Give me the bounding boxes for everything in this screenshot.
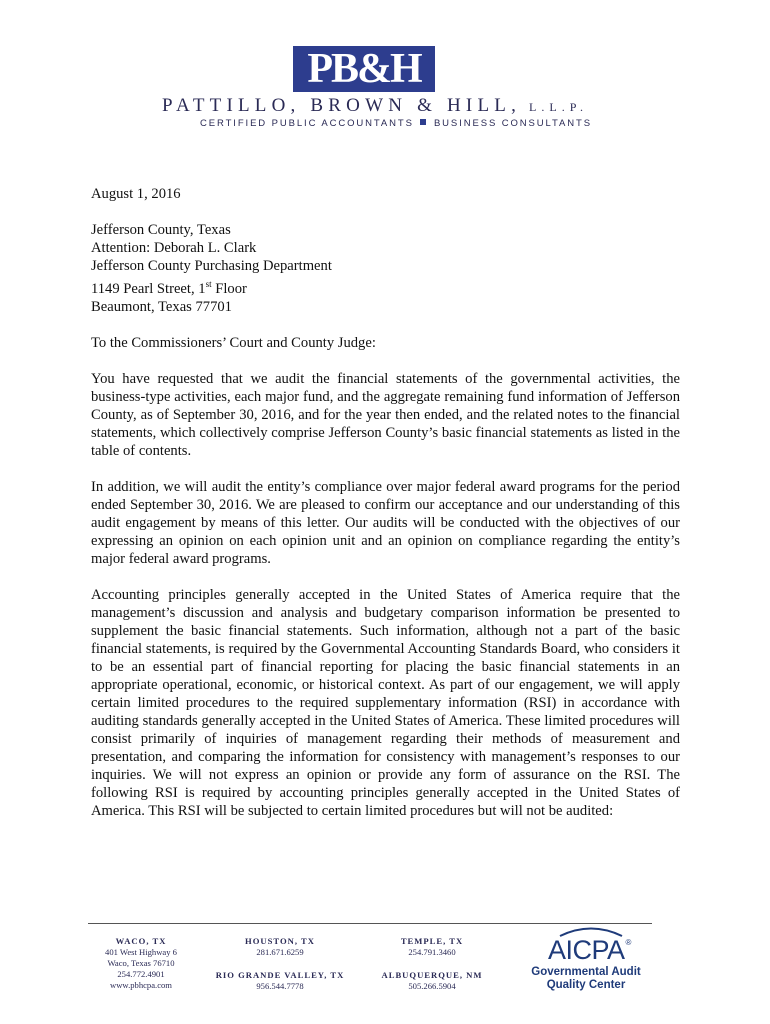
address-ordinal: st [205,279,212,289]
office-phone: 956.544.7778 [256,981,304,991]
paragraph: Accounting principles generally accepted in the United States of America require that the management’s discussion and analysis and budgetary comparison information be presented to supplement the basic financial statements. Such information, although not a part of the basic financial statements, is required by the Governmental Accounting Standards Board, who considers it to be an essential part of financial reporting for placing the basic financial statements in an appropriate operational, economic, or historical context. As part of our engagement, we will apply certain limited procedures to the required supplementary information (RSI) in accordance with auditing standards generally accepted in the United States of America. These limited procedures will consist primarily of inquiries of management regarding their methods of measurement and presentation, and comparing the information for consistency with management’s responses to our inquiries. We will not express an opinion or provide any form of assurance on the RSI. The following RSI is required by accounting principles generally accepted in the United States of America. This RSI will be subjected to certain limited procedures but will not be audited: [91,586,680,819]
address-line: Beaumont, Texas 77701 [91,298,232,315]
square-bullet-icon [420,119,426,125]
firm-name-text: PATTILLO, BROWN & HILL, [162,95,522,116]
paragraph: You have requested that we audit the financial statements of the governmental activities, the business-type activities, each major fund, and the aggregate remaining fund information of Jefferson County, as of September 30, 2016, and for the year then ended, and the related notes to the financial statements, which collectively comprise Jefferson County’s basic financial statements as listed in the table of contents. [91,370,680,459]
firm-tagline [200,118,592,129]
office-waco [71,936,211,991]
address-street: 1149 Pearl Street, 1 [91,280,206,297]
recipient-address [91,221,680,316]
office-albuquerque [362,970,502,992]
firm-name [162,95,622,117]
tagline-left: CERTIFIED PUBLIC ACCOUNTANTS [200,118,414,129]
office-houston [210,936,350,958]
office-temple [362,936,502,958]
office-phone: 254.772.4901 [117,969,165,979]
office-city: RIO GRANDE VALLEY, TX [215,970,345,980]
aicpa-logo: AICPA® [548,935,631,965]
firm-suffix: L.L.P. [529,100,589,114]
office-address: 401 West Highway 6 [105,947,177,957]
footer-divider [88,923,652,924]
office-address: Waco, Texas 76710 [107,958,175,968]
address-line: Jefferson County Purchasing Department [91,258,332,274]
tagline-right: BUSINESS CONSULTANTS [433,118,592,129]
gaqc-line: Governmental Audit [531,966,641,978]
address-line: Jefferson County, Texas [91,222,231,238]
salutation: To the Commissioners’ Court and County Judge: [91,334,376,351]
letter-date: August 1, 2016 [91,186,181,202]
office-city: ALBUQUERQUE, NM [381,970,483,980]
firm-logo-monogram: PB&H [293,46,435,92]
office-city: WACO, TX [115,936,167,946]
gaqc-line: Quality Center [546,979,626,991]
office-rio-grande-valley [210,970,350,992]
aicpa-logo-text: AICPA [548,935,625,965]
office-city: HOUSTON, TX [245,936,315,946]
firm-website-link[interactable]: www.pbhcpa.com [110,980,172,990]
aicpa-gaqc-label [526,966,646,992]
address-floor: Floor [211,280,247,297]
address-line [91,275,680,298]
paragraph: In addition, we will audit the entity’s compliance over major federal award programs for the period ended September 30, 2016. We are pleased to confirm our acceptance and our understanding of this audit engagement by means of this letter. Our audits will be conducted with the objectives of our expressing an opinion on each opinion unit and an opinion on compliance regarding the entity’s major federal award programs. [91,478,680,567]
office-phone: 281.671.6259 [256,947,304,957]
office-phone: 254.791.3460 [408,947,456,957]
office-phone: 505.266.5904 [408,981,456,991]
address-line: Attention: Deborah L. Clark [91,240,257,256]
office-city: TEMPLE, TX [400,936,464,946]
letter-body [91,185,680,820]
